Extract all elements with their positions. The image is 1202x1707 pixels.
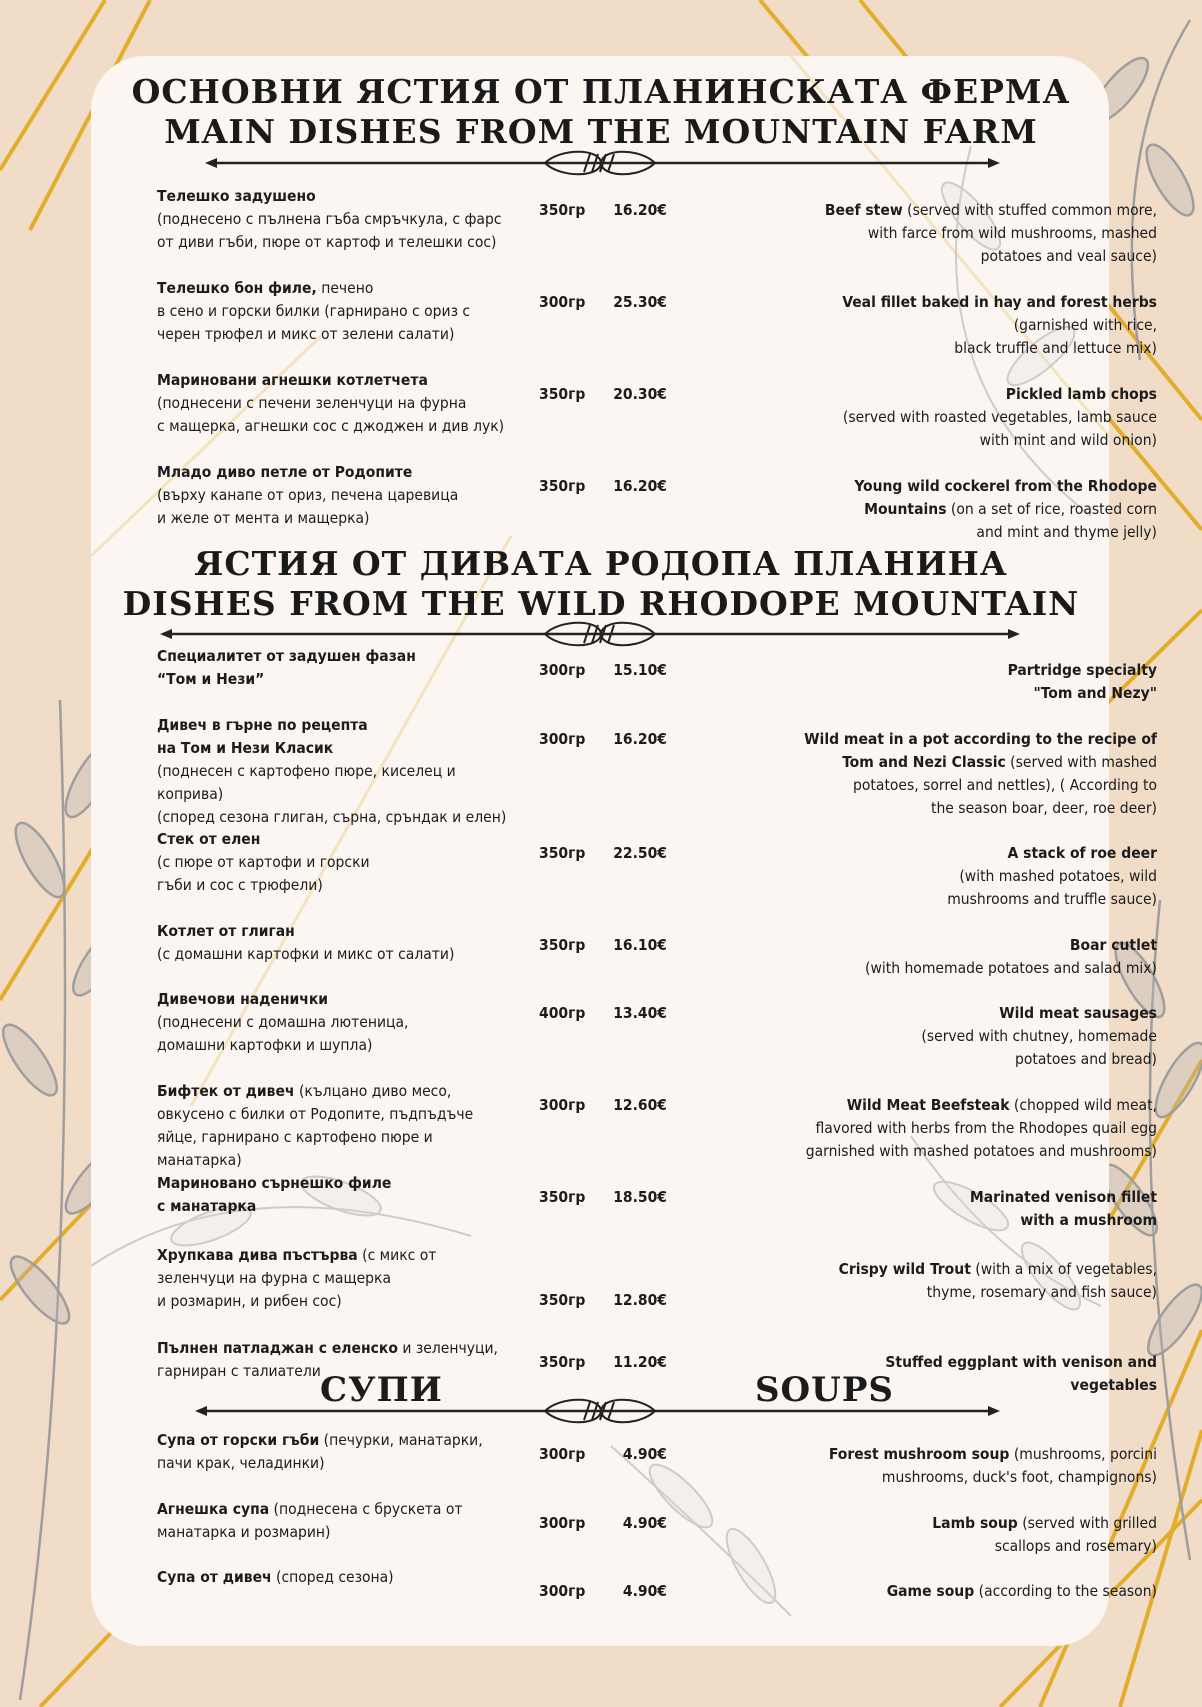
bg-text-run: Пълнен патладжан с еленско bbox=[157, 1339, 398, 1357]
dish-name-bg bbox=[157, 1498, 517, 1544]
price: 16.20€ bbox=[613, 730, 667, 748]
en-text-run: Boar cutlet bbox=[1069, 936, 1157, 954]
dish-name-bg bbox=[157, 714, 517, 829]
en-text-run: Marinated venison fillet with a mushroom bbox=[969, 1188, 1157, 1229]
bg-text-run: (според сезона) bbox=[271, 1568, 394, 1586]
en-text-run: Lamb soup bbox=[932, 1514, 1018, 1532]
bg-text-run: печено в сено и горски билки (гарнирано с ориз с черен трюфел и микс от зелени салати) bbox=[157, 279, 471, 343]
price: 18.50€ bbox=[613, 1188, 667, 1206]
en-text-run: (with homemade potatoes and salad mix) bbox=[865, 959, 1157, 977]
dish-name-bg bbox=[157, 461, 517, 530]
dish-name-en bbox=[797, 1443, 1157, 1489]
dish-name-bg bbox=[157, 645, 517, 691]
dish-name-bg bbox=[157, 1080, 517, 1172]
dish-name-en bbox=[797, 1580, 1157, 1603]
price: 22.50€ bbox=[613, 844, 667, 862]
price: 11.20€ bbox=[613, 1353, 667, 1371]
bg-text-run: (върху канапе от ориз, печена царевица и желе от мента и мащерка) bbox=[157, 486, 459, 527]
price: 13.40€ bbox=[613, 1004, 667, 1022]
dish-name-en bbox=[797, 199, 1157, 268]
bg-text-run: Телешко задушено bbox=[157, 187, 316, 205]
en-text-run: (served with mashed potatoes, sorrel and nettles), ( According to the season boar, deer, roe deer) bbox=[853, 753, 1157, 817]
bg-text-run: (печурки, манатарки, пачи крак, челадинки) bbox=[157, 1431, 483, 1472]
en-text-run: Wild meat sausages bbox=[999, 1004, 1157, 1022]
price: 12.80€ bbox=[613, 1291, 667, 1309]
dish-name-en bbox=[797, 1512, 1157, 1558]
price: 16.20€ bbox=[613, 477, 667, 495]
portion-weight: 400гр bbox=[539, 1004, 586, 1022]
menu-item bbox=[157, 1080, 1157, 1170]
ornament-divider bbox=[0, 148, 1202, 178]
en-text-run: (chopped wild meat, flavored with herbs from the Rhodopes quail egg garnished with mashed potatoes and mushrooms) bbox=[805, 1096, 1157, 1160]
menu-item bbox=[157, 828, 1157, 918]
price: 20.30€ bbox=[613, 385, 667, 403]
section2-title-en: DISHES FROM THE WILD RHODOPE MOUNTAIN bbox=[122, 584, 1080, 623]
bg-text-run: Стек от елен bbox=[157, 830, 261, 848]
price: 12.60€ bbox=[613, 1096, 667, 1114]
dish-name-en bbox=[797, 1258, 1157, 1304]
en-text-run: Young wild cockerel from the Rhodope Mountains bbox=[854, 477, 1157, 518]
price: 16.10€ bbox=[613, 936, 667, 954]
bg-text-run: Бифтек от дивеч bbox=[157, 1082, 295, 1100]
section3-title-bg: СУПИ bbox=[320, 1370, 443, 1410]
en-text-run: Partridge specialty "Tom and Nezy" bbox=[1007, 661, 1157, 702]
en-text-run: Wild Meat Beefsteak bbox=[846, 1096, 1010, 1114]
menu-item bbox=[157, 369, 1157, 459]
dish-name-en bbox=[797, 728, 1157, 820]
price: 4.90€ bbox=[622, 1514, 667, 1532]
bg-text-run: Хрупкава дива пъстърва bbox=[157, 1246, 358, 1264]
ornament-divider bbox=[0, 1396, 1202, 1426]
menu-item bbox=[157, 185, 1157, 275]
en-text-run: (served with chutney, homemade potatoes and bread) bbox=[921, 1027, 1157, 1068]
bg-text-run: (кълцано диво месо, овкусено с билки от Родопите, пъдпъдъче яйце, гарнирано с картофено пюре и манатарка) bbox=[157, 1082, 474, 1169]
portion-weight: 350гр bbox=[539, 1188, 586, 1206]
en-text-run: (garnished with rice, black truffle and lettuce mix) bbox=[954, 316, 1157, 357]
portion-weight: 350гр bbox=[539, 385, 586, 403]
dish-name-bg bbox=[157, 988, 517, 1057]
portion-weight: 300гр bbox=[539, 730, 586, 748]
bg-text-run: Мариновано сърнешко филе с манатарка bbox=[157, 1174, 392, 1215]
en-text-run: A stack of roe deer bbox=[1007, 844, 1157, 862]
dish-name-en bbox=[797, 1186, 1157, 1232]
price: 4.90€ bbox=[622, 1445, 667, 1463]
bg-text-run: Агнешка супа bbox=[157, 1500, 270, 1518]
dish-name-bg bbox=[157, 920, 517, 966]
bg-text-run: (с пюре от картофи и горски гъби и сос с трюфели) bbox=[157, 853, 370, 894]
bg-text-run: Дивеч в гърне по рецепта на Том и Нези Класик bbox=[157, 716, 368, 757]
dish-name-bg bbox=[157, 828, 517, 897]
section2-title-bg: ЯСТИЯ ОТ ДИВАТА РОДОПА ПЛАНИНА bbox=[194, 544, 1008, 583]
dish-name-bg bbox=[157, 185, 517, 254]
en-text-run: Pickled lamb chops bbox=[1005, 385, 1157, 403]
dish-name-bg bbox=[157, 1172, 517, 1218]
portion-weight: 300гр bbox=[539, 293, 586, 311]
en-text-run: (served with stuffed common more, with farce from wild mushrooms, mashed potatoes and veal sauce) bbox=[867, 201, 1157, 265]
bg-text-run: Дивечови наденички bbox=[157, 990, 329, 1008]
en-text-run: (on a set of rice, roasted corn and mint and thyme jelly) bbox=[946, 500, 1157, 541]
en-text-run: (mushrooms, porcini mushrooms, duck's foot, champignons) bbox=[881, 1445, 1157, 1486]
dish-name-en bbox=[797, 1094, 1157, 1163]
en-text-run: Stuffed eggplant with venison and vegetables bbox=[885, 1353, 1157, 1394]
en-text-run: Beef stew bbox=[824, 201, 903, 219]
dish-name-bg bbox=[157, 369, 517, 438]
section1-title bbox=[0, 72, 1202, 152]
menu-item bbox=[157, 277, 1157, 367]
bg-text-run: (с домашни картофки и микс от салати) bbox=[157, 945, 455, 963]
portion-weight: 350гр bbox=[539, 1291, 586, 1309]
dish-name-en bbox=[797, 475, 1157, 544]
section2-title bbox=[0, 544, 1202, 624]
menu-item bbox=[157, 988, 1157, 1078]
dish-name-en bbox=[797, 842, 1157, 911]
bg-text-run: (с микс от зеленчуци на фурна с мащерка и розмарин, и рибен сос) bbox=[157, 1246, 437, 1310]
en-text-run: Wild meat in a pot according to the recipe of Tom and Nezi Classic bbox=[804, 730, 1157, 771]
en-text-run: (served with roasted vegetables, lamb sauce with mint and wild onion) bbox=[842, 408, 1157, 449]
price: 25.30€ bbox=[613, 293, 667, 311]
dish-name-en bbox=[797, 934, 1157, 980]
section3-title-en: SOUPS bbox=[755, 1370, 894, 1410]
bg-text-run: и зеленчуци, гарниран с талиатели bbox=[157, 1339, 498, 1380]
dish-name-en bbox=[797, 291, 1157, 360]
section1-title-bg: ОСНОВНИ ЯСТИЯ ОТ ПЛАНИНСКАТА ФЕРМА bbox=[131, 72, 1071, 111]
bg-text-run: Котлет от глиган bbox=[157, 922, 295, 940]
bg-text-run: Супа от горски гъби bbox=[157, 1431, 320, 1449]
dish-name-en bbox=[797, 383, 1157, 452]
bg-text-run: Специалитет от задушен фазан “Том и Нези” bbox=[157, 647, 416, 688]
bg-text-run: (поднесено с пълнена гъба смръчкула, с фарс от диви гъби, пюре от картоф и телешки сос) bbox=[157, 210, 502, 251]
menu-item bbox=[157, 1566, 1157, 1656]
en-text-run: (with a mix of vegetables, thyme, rosemary and fish sauce) bbox=[926, 1260, 1157, 1301]
en-text-run: Crispy wild Trout bbox=[838, 1260, 971, 1278]
bg-text-run: Мариновани агнешки котлетчета bbox=[157, 371, 428, 389]
en-text-run: (according to the season) bbox=[974, 1582, 1157, 1600]
bg-text-run: Младо диво петле от Родопите bbox=[157, 463, 413, 481]
menu-item bbox=[157, 1244, 1157, 1334]
dish-name-en bbox=[797, 659, 1157, 705]
bg-text-run: (поднесен с картофено пюре, киселец и коприва) (според сезона глиган, сърна, сръндак и елен) bbox=[157, 762, 507, 826]
price: 15.10€ bbox=[613, 661, 667, 679]
portion-weight: 350гр bbox=[539, 844, 586, 862]
en-text-run: Veal fillet baked in hay and forest herbs bbox=[842, 293, 1157, 311]
dish-name-bg bbox=[157, 1566, 517, 1589]
bg-text-run: (поднесени с домашна лютеница, домашни картофки и шупла) bbox=[157, 1013, 409, 1054]
dish-name-bg bbox=[157, 1244, 517, 1313]
en-text-run: (served with grilled scallops and rosemary) bbox=[994, 1514, 1157, 1555]
portion-weight: 350гр bbox=[539, 477, 586, 495]
portion-weight: 350гр bbox=[539, 1353, 586, 1371]
en-text-run: Game soup bbox=[886, 1582, 975, 1600]
bg-text-run: Супа от дивеч bbox=[157, 1568, 272, 1586]
bg-text-run: (поднесена с брускета от манатарка и розмарин) bbox=[157, 1500, 463, 1541]
menu-item bbox=[157, 461, 1157, 551]
price: 4.90€ bbox=[622, 1582, 667, 1600]
section1-title-en: MAIN DISHES FROM THE MOUNTAIN FARM bbox=[164, 112, 1038, 151]
portion-weight: 350гр bbox=[539, 201, 586, 219]
price: 16.20€ bbox=[613, 201, 667, 219]
en-text-run: (with mashed potatoes, wild mushrooms and truffle sauce) bbox=[947, 867, 1157, 908]
portion-weight: 300гр bbox=[539, 1445, 586, 1463]
bg-text-run: Телешко бон филе, bbox=[157, 279, 317, 297]
dish-name-bg bbox=[157, 1429, 517, 1475]
portion-weight: 350гр bbox=[539, 936, 586, 954]
en-text-run: Forest mushroom soup bbox=[828, 1445, 1010, 1463]
bg-text-run: (поднесени с печени зеленчуци на фурна с мащерка, агнешки сос с джоджен и див лук) bbox=[157, 394, 505, 435]
portion-weight: 300гр bbox=[539, 661, 586, 679]
portion-weight: 300гр bbox=[539, 1514, 586, 1532]
portion-weight: 300гр bbox=[539, 1096, 586, 1114]
dish-name-bg bbox=[157, 277, 517, 346]
portion-weight: 300гр bbox=[539, 1582, 586, 1600]
menu-item bbox=[157, 714, 1157, 826]
dish-name-en bbox=[797, 1002, 1157, 1071]
